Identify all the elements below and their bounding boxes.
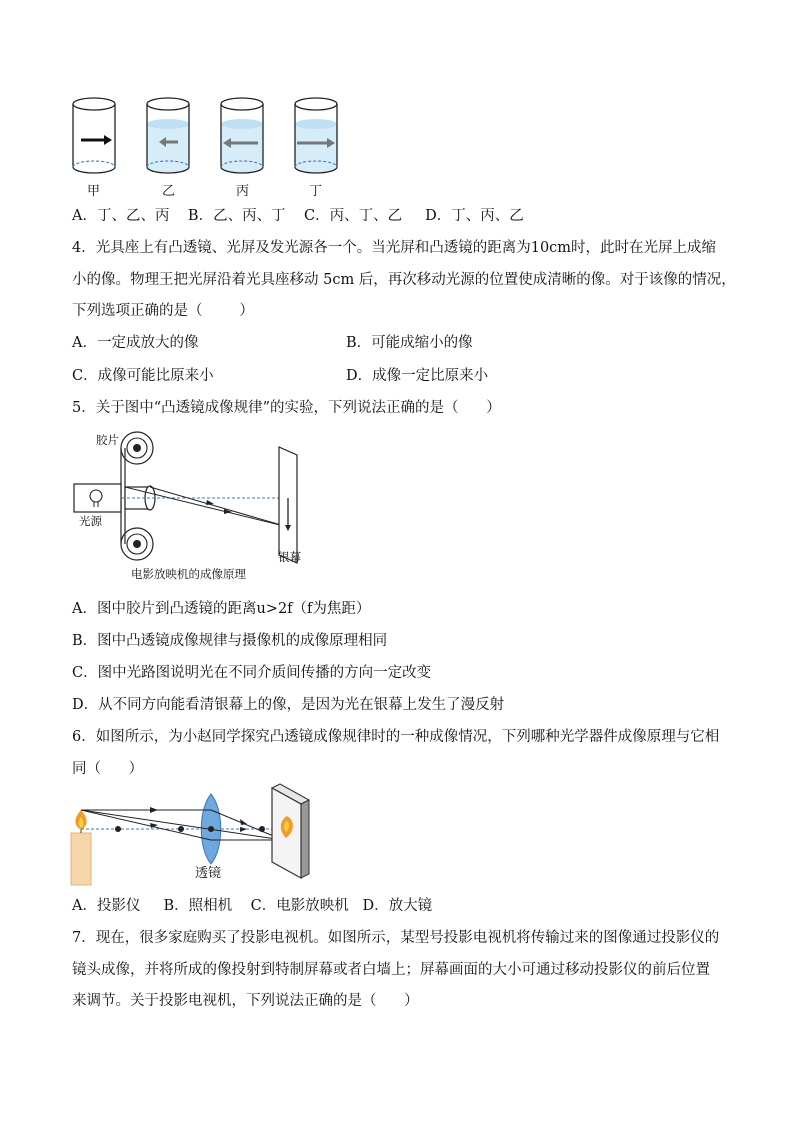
cylinder-label-bing: 丙 [236, 184, 250, 199]
q5-option-a: A．图中胶片到凸透镜的距离u>2f（f为焦距） [72, 601, 371, 617]
q4-stem-line3: 下列选项正确的是（ ） [72, 303, 254, 319]
q5-option-d: D．从不同方向能看清银幕上的像，是因为光在银幕上发生了漫反射 [72, 697, 505, 713]
cylinders-figure [0, 90, 794, 210]
q4-stem-line1: 4．光具座上有凸透镜、光屏及发光源各一个。当光屏和凸透镜的距离为10cm时，此时在光屏上成缩 [72, 240, 717, 256]
cylinder-ding [295, 98, 337, 173]
cylinder-yi [147, 98, 189, 173]
film-reel-bottom-icon [121, 528, 153, 560]
q5-stem: 5．关于图中“凸透镜成像规律”的实验，下列说法正确的是（ ） [72, 400, 501, 416]
lens-label: 透镜 [195, 866, 222, 881]
projector-caption: 电影放映机的成像原理 [131, 567, 246, 581]
q4-option-d: D．成像一定比原来小 [346, 368, 489, 384]
q6-stem-line2: 同（ ） [72, 761, 144, 777]
q6-options: A．投影仪 B．照相机 C．电影放映机 D．放大镜 [72, 898, 433, 914]
light-source-label: 光源 [79, 514, 102, 528]
q4-option-c: C．成像可能比原来小 [72, 368, 214, 384]
cylinder-label-yi: 乙 [162, 184, 176, 199]
q7-stem-line3: 来调节。关于投影电视机，下列说法正确的是（ ） [72, 993, 419, 1009]
q6-stem-line1: 6．如图所示，为小赵同学探究凸透镜成像规律时的一种成像情况，下列哪种光学器件成像原理与它相 [72, 729, 720, 745]
q7-stem-line2: 镜头成像，并将所成的像投射到特制屏幕或者白墙上；屏幕画面的大小可通过移动投影仪的前后位置 [72, 962, 710, 978]
screen-label: 银幕 [278, 550, 301, 564]
q4-option-b: B．可能成缩小的像 [346, 335, 473, 351]
q4-stem-line2: 小的像。物理王把光屏沿着光具座移动 5cm 后，再次移动光源的位置使成清晰的像。对于该像的情况， [72, 272, 736, 288]
q5-option-b: B．图中凸透镜成像规律与摄像机的成像原理相同 [72, 633, 388, 649]
q4-option-a: A．一定成放大的像 [72, 335, 199, 351]
q5-option-c: C．图中光路图说明光在不同介质间传播的方向一定改变 [72, 665, 432, 681]
cylinder-label-jia: 甲 [87, 184, 101, 199]
film-label: 胶片 [96, 433, 119, 447]
q3-options: A．丁、乙、丙 B．乙、丙、丁 C．丙、丁、乙 D．丁、丙、乙 [72, 208, 524, 224]
cylinder-label-ding: 丁 [309, 184, 323, 199]
lens-figure [0, 780, 794, 890]
q7-stem-line1: 7．现在，很多家庭购买了投影电视机。如图所示，某型号投影电视机将传输过来的图像通过投影仪的 [72, 930, 720, 946]
projector-figure [0, 425, 794, 585]
cylinder-bing [221, 98, 263, 173]
film-reel-top-icon [121, 432, 153, 464]
candle-icon [71, 810, 91, 885]
cylinder-jia [73, 98, 115, 173]
